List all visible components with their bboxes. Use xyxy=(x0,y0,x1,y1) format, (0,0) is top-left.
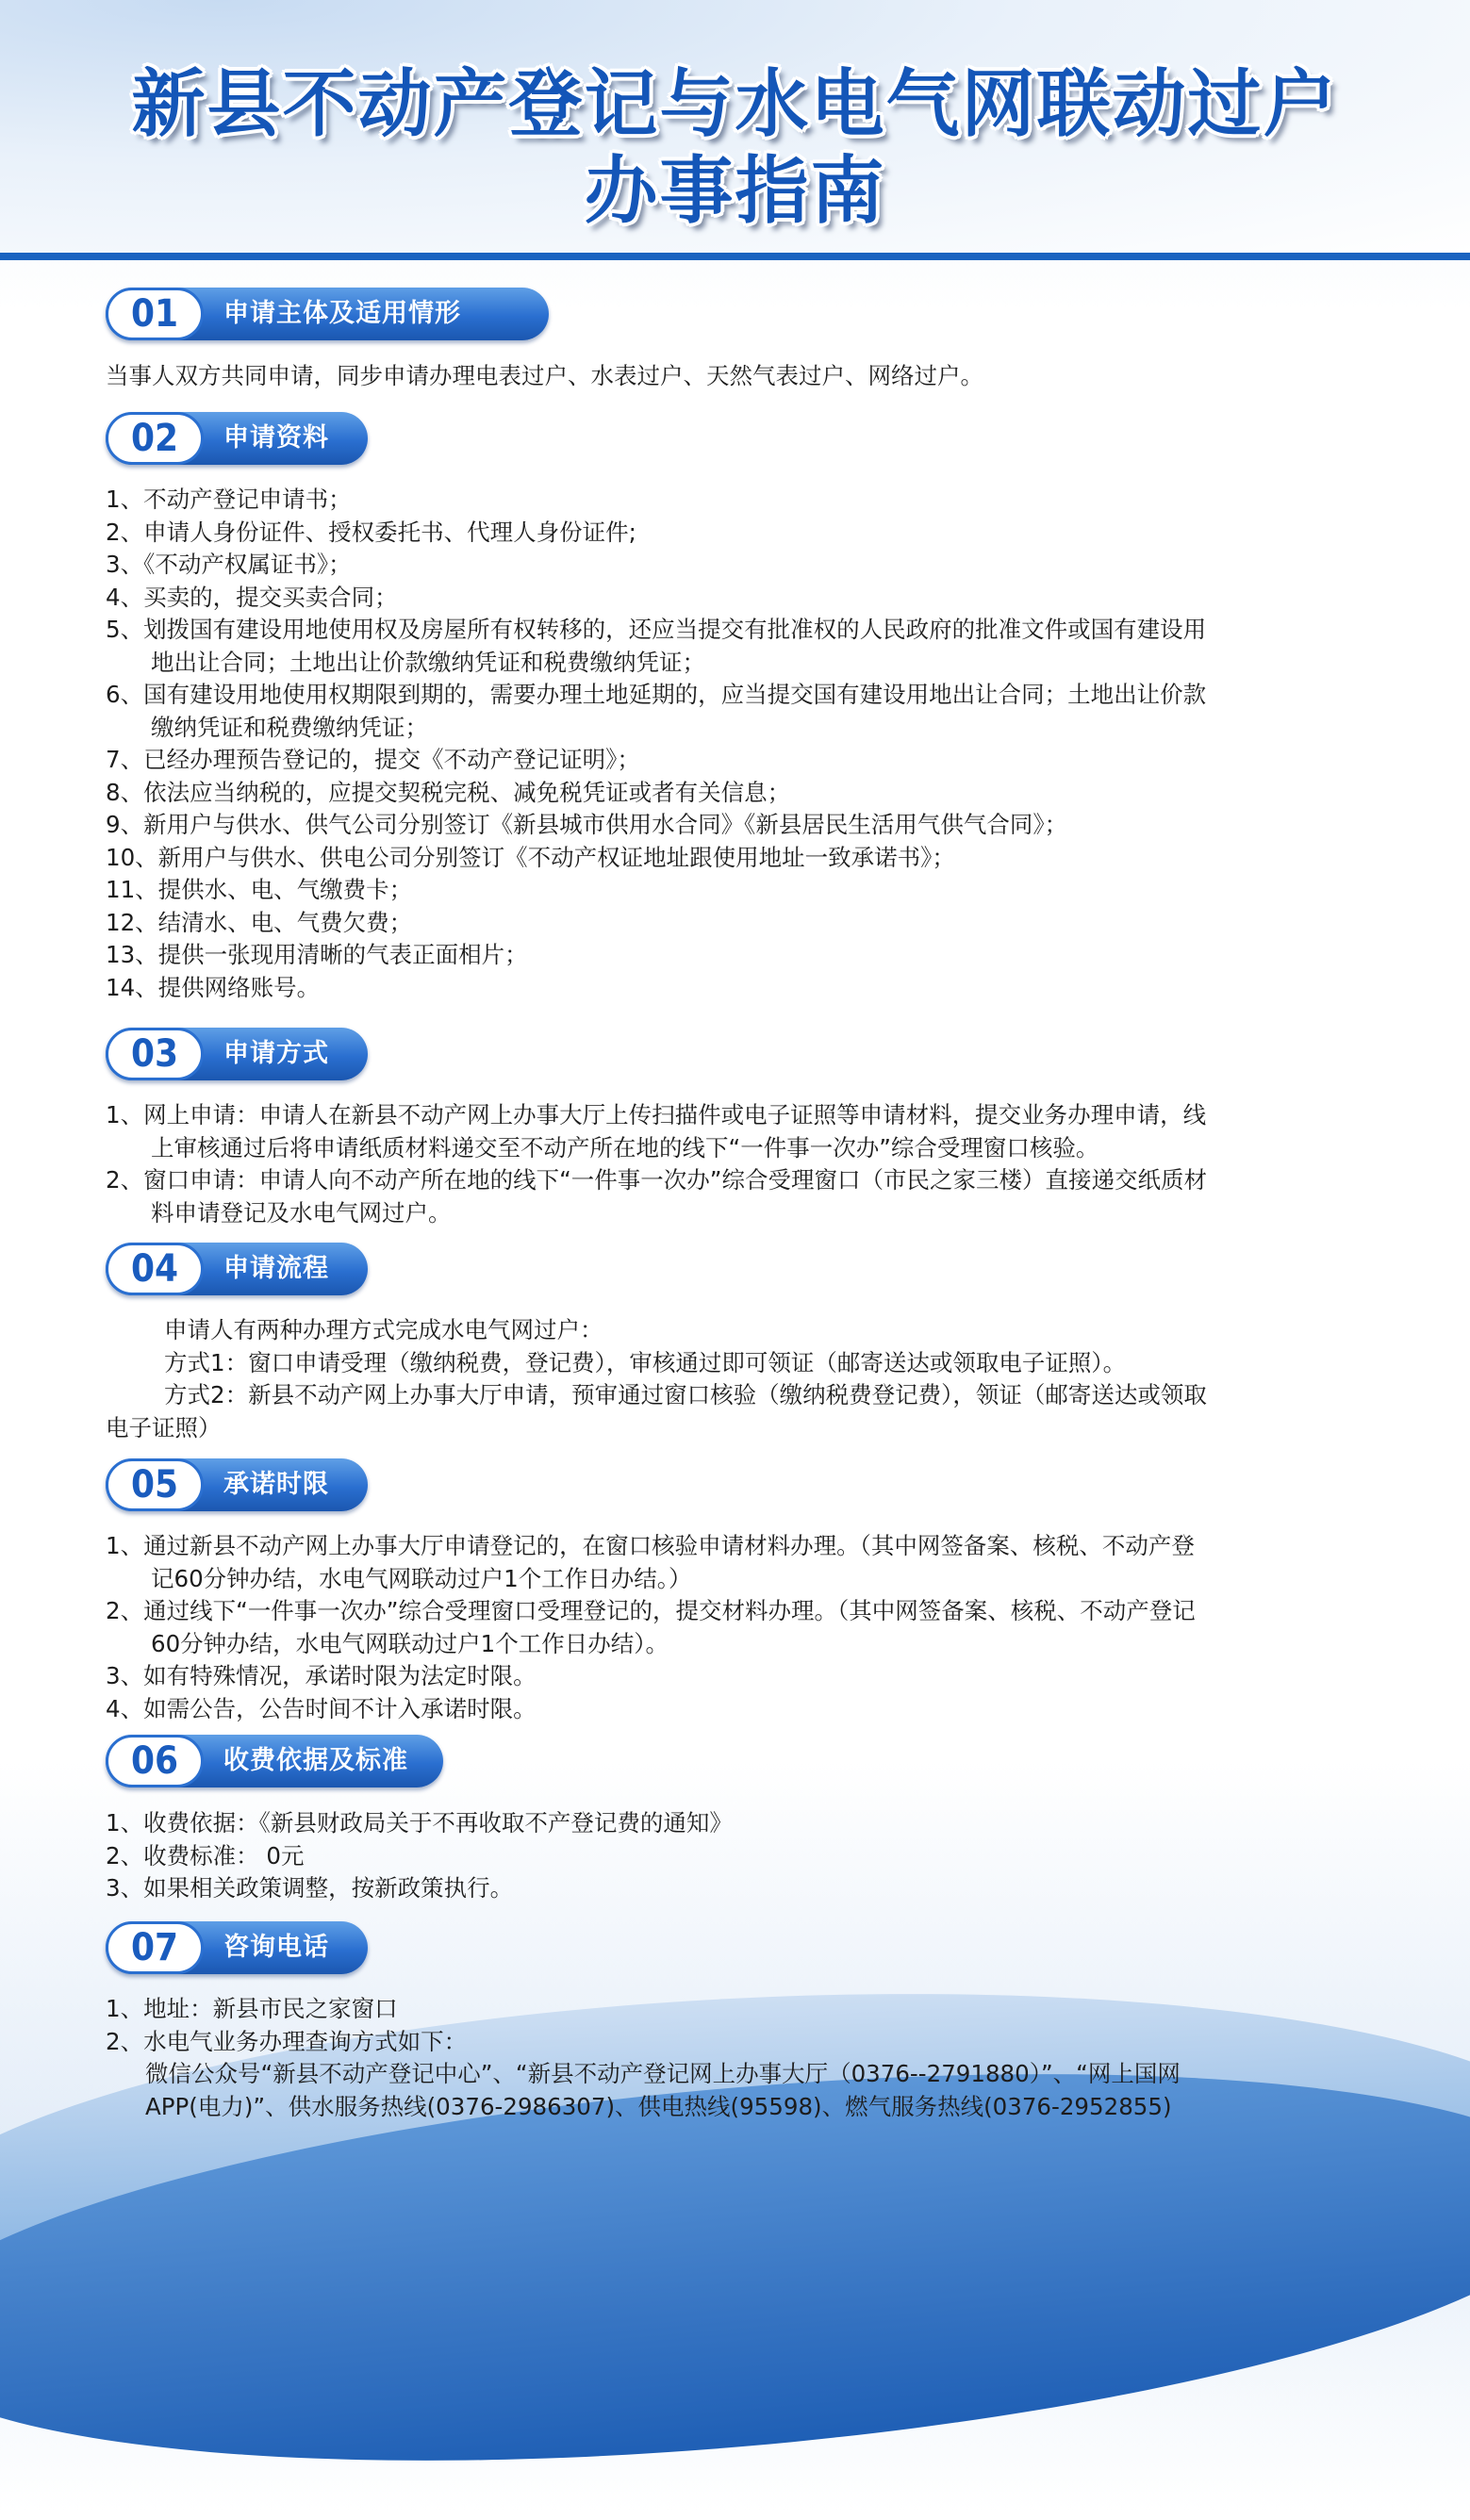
list-item: 1、通过新县不动产网上办事大厅申请登记的，在窗口核验申请材料办理。（其中网签备案、核税、不动产登 xyxy=(106,1532,1195,1559)
section-01-number: 01 xyxy=(106,288,204,340)
list-item: 4、如需公告，公告时间不计入承诺时限。 xyxy=(106,1694,537,1722)
list-item: 2、申请人身份证件、授权委托书、代理人身份证件; xyxy=(106,518,636,546)
list-item-continuation: 记60分钟办结，水电气网联动过户1个工作日办结。） xyxy=(151,1564,692,1592)
list-item: 10、新用户与供水、供电公司分别签订《不动产权证地址跟使用地址一致承诺书》； xyxy=(106,843,955,871)
list-item: 1、网上申请：申请人在新县不动产网上办事大厅上传扫描件或电子证照等申请材料，提交业务办理申请，线 xyxy=(106,1101,1207,1128)
section-04-body xyxy=(106,1314,1374,1444)
list-item: 2、收费标准： 0元 xyxy=(106,1841,305,1869)
contact-hotlines: APP(电力)”、供水服务热线(0376-2986307)、供电热线(95598)、燃气服务热线(0376-2952855) xyxy=(145,2092,1172,2120)
list-item-continuation: 地出让合同；土地出让价款缴纳凭证和税费缴纳凭证； xyxy=(151,648,705,676)
section-04-number: 04 xyxy=(106,1243,204,1295)
section-06-body xyxy=(106,1807,1374,1905)
list-item-continuation: 料申请登记及水电气网过户。 xyxy=(151,1198,452,1227)
list-item: 6、国有建设用地使用权期限到期的，需要办理土地延期的，应当提交国有建设用地出让合同；土地出让价款 xyxy=(106,681,1207,708)
page-title-line-1: 新县不动产登记与水电气网联动过户 xyxy=(131,62,1339,147)
section-03-number: 03 xyxy=(106,1028,204,1080)
section-07-body xyxy=(106,1993,1374,2123)
list-item: 7、已经办理预告登记的，提交《不动产登记证明》； xyxy=(106,746,640,773)
section-01-body xyxy=(106,360,1374,393)
section-02-number: 02 xyxy=(106,412,204,465)
process-option-2-continuation: 电子证照） xyxy=(106,1413,222,1441)
list-item: 11、提供水、电、气缴费卡； xyxy=(106,876,413,903)
section-03-heading: 申请方式 xyxy=(223,1039,329,1068)
list-item: 2、通过线下“一件事一次办”综合受理窗口受理登记的，提交材料办理。（其中网签备案、核税、不动产登记 xyxy=(106,1597,1196,1624)
list-item: 3、《不动产权属证书》； xyxy=(106,551,352,578)
list-item: 3、如有特殊情况，承诺时限为法定时限。 xyxy=(106,1662,537,1689)
page-title-line-2: 办事指南 xyxy=(584,149,886,234)
list-item: 9、新用户与供水、供气公司分别签订《新县城市供用水合同》《新县居民生活用气供气合同》； xyxy=(106,811,1068,838)
section-01-text: 当事人双方共同申请，同步申请办理电表过户、水表过户、天然气表过户、网络过户。 xyxy=(106,362,983,389)
list-item-continuation: 上审核通过后将申请纸质材料递交至不动产所在地的线下“一件事一次办”综合受理窗口核验。 xyxy=(151,1133,1099,1161)
section-05-body xyxy=(106,1530,1374,1725)
list-item: 2、窗口申请：申请人向不动产所在地的线下“一件事一次办”综合受理窗口（市民之家三楼）直接递交纸质材 xyxy=(106,1166,1207,1194)
list-item: 14、提供网络账号。 xyxy=(106,973,321,1001)
list-item-continuation: 缴纳凭证和税费缴纳凭证； xyxy=(151,713,428,741)
process-option-1: 方式1：窗口申请受理（缴纳税费，登记费），审核通过即可领证（邮寄送达或领取电子证照）。 xyxy=(164,1348,1127,1376)
section-03-body xyxy=(106,1099,1374,1229)
list-item-continuation: 60分钟办结，水电气网联动过户1个工作日办结）。 xyxy=(151,1629,669,1657)
process-intro: 申请人有两种办理方式完成水电气网过户： xyxy=(164,1316,603,1343)
list-item: 8、依法应当纳税的，应提交契税完税、减免税凭证或者有关信息； xyxy=(106,778,791,806)
list-item: 5、划拨国有建设用地使用权及房屋所有权转移的，还应当提交有批准权的人民政府的批准文件或国有建设用 xyxy=(106,616,1207,643)
section-01-heading: 申请主体及适用情形 xyxy=(223,299,461,328)
contact-channels: 微信公众号“新县不动产登记中心”、“新县不动产登记网上办事大厅（0376--2791880）”、“网上国网 xyxy=(145,2060,1181,2087)
list-item: 4、买卖的，提交买卖合同； xyxy=(106,583,398,611)
list-item: 3、如果相关政策调整，按新政策执行。 xyxy=(106,1874,514,1902)
section-02-body xyxy=(106,484,1374,1004)
section-04-heading: 申请流程 xyxy=(223,1254,329,1283)
section-05-number: 05 xyxy=(106,1458,204,1511)
section-05-heading: 承诺时限 xyxy=(223,1470,329,1499)
list-item: 2、水电气业务办理查询方式如下： xyxy=(106,2027,468,2055)
list-item: 1、地址：新县市民之家窗口 xyxy=(106,1995,398,2022)
process-option-2: 方式2：新县不动产网上办事大厅申请，预审通过窗口核验（缴纳税费登记费），领证（邮寄送达或领取 xyxy=(164,1381,1207,1408)
section-02-heading: 申请资料 xyxy=(223,423,329,453)
section-06-heading: 收费依据及标准 xyxy=(223,1746,408,1775)
list-item: 13、提供一张现用清晰的气表正面相片； xyxy=(106,941,528,968)
section-07-heading: 咨询电话 xyxy=(223,1933,329,1962)
section-07-number: 07 xyxy=(106,1921,204,1974)
title-divider xyxy=(0,253,1470,260)
list-item: 1、收费依据：《新县财政局关于不再收取不产登记费的通知》 xyxy=(106,1809,733,1836)
list-item: 12、结清水、电、气费欠费； xyxy=(106,908,413,936)
list-item: 1、不动产登记申请书； xyxy=(106,486,352,513)
section-06-number: 06 xyxy=(106,1735,204,1787)
